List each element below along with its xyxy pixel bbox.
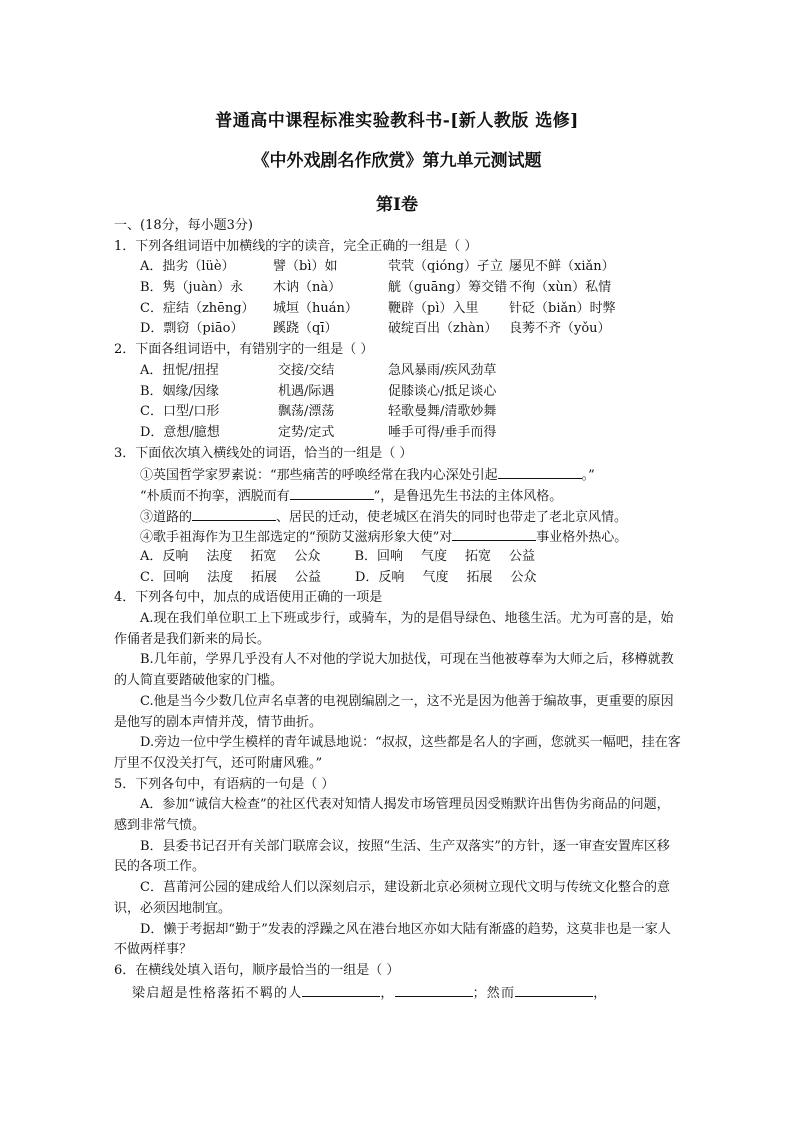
question-4-stem: 4．下列各句中，加点的成语使用正确的一项是 xyxy=(114,590,383,606)
question-1-stem: 1．下列各组词语中加横线的字的读音，完全正确的一组是（ ） xyxy=(114,238,478,254)
fill-blank xyxy=(452,526,536,541)
question-5-option-b: B．县委书记召开有关部门联席会议，按照“生活、生产双落实”的方针，逐一审查安置库区移民的各项工作。 xyxy=(114,838,670,875)
question-1-option-a: A．拙劣（lüè） 譬（bì）如 茕茕（qióng）孑立 屡见不鲜（xiǎn） xyxy=(140,259,615,275)
question-3-sentence-3: ③道路的 、居民的迁动，使老城区在消失的同时也带走了老北京风情。 xyxy=(114,506,682,527)
question-4-option-c: C.他是当今少数几位声名卓著的电视剧编剧之一，这不光是因为他善于编故事，更重要的原因是他写的剧本声情并茂，情节曲折。 xyxy=(114,693,674,730)
question-3-stem: 3．下面依次填入横线处的词语，恰当的一组是（ ） xyxy=(114,445,413,461)
fill-blank xyxy=(515,982,593,997)
document-title: 普通高中课程标准实验教科书-[新人教版 选修] xyxy=(215,111,579,131)
volume-heading: 第Ⅰ卷 xyxy=(376,195,418,215)
question-2-option-a: A．扭怩/扭捏 交接/交结 急风暴雨/疾风劲草 xyxy=(140,362,497,378)
section-heading: 一、(18分，每小题3分) xyxy=(114,218,253,233)
question-body xyxy=(114,216,682,1002)
document-subtitle: 《中外戏剧名作欣赏》第九单元测试题 xyxy=(252,151,542,171)
question-5-option-c: C．菖莆河公园的建成给人们以深刻启示，建设新北京必须树立现代文明与传统文化整合的意识，必须因地制宜。 xyxy=(114,880,670,916)
question-6-stem: 6．在横线处填入语句，顺序最恰当的一组是（ ） xyxy=(114,963,400,978)
question-3-sentence-2: “朴质而不拘挛，洒脱而有 ”，是鲁迅先生书法的主体风格。 xyxy=(114,485,682,506)
question-2-option-b: B．姻缘/因缘 机遇/际遇 促膝谈心/抵足谈心 xyxy=(140,383,497,399)
question-3-options-cd: C．回响 法度 拓展 公益 D．反响 气度 拓展 公众 xyxy=(140,569,537,585)
question-4-option-a: A.现在我们单位职工上下班或步行，或骑车，为的是倡导绿色、地毯生活。尤为可喜的是，始作俑者是我们新来的局长。 xyxy=(114,611,674,647)
question-2-option-d: D．意想/臆想 定势/定式 唾手可得/垂手而得 xyxy=(140,424,497,440)
question-5-option-d: D．懒于考据却“勤于”发表的浮躁之风在港台地区亦如大陆有渐盛的趋势，这莫非也是一家人不做两样事？ xyxy=(114,921,671,958)
question-3-sentence-1: ①英国哲学家罗素说：“那些痛苦的呼唤经常在我内心深处引起 。” xyxy=(114,464,682,485)
question-5-option-a: A．参加“诚信大检查”的社区代表对知情人揭发市场管理员因受贿默许出售伪劣商品的问题，感到非常气愤。 xyxy=(114,797,670,834)
fill-blank xyxy=(290,485,374,500)
question-1-option-b: B．隽（juàn）永 木讷（nà） 觥（guāng）筹交错 不徇（xùn）私情 xyxy=(140,280,612,296)
fill-blank xyxy=(302,982,380,997)
question-6-passage: 梁启超是性格落拓不羁的人 ， ；然而 ， xyxy=(114,982,682,1003)
fill-blank xyxy=(395,982,473,997)
question-4-option-d: D.旁边一位中学生模样的青年诚恳地说：“叔叔，这些都是名人的字画，您就买一幅吧，挂在客厅里不仅没关打气，还可附庸风雅。” xyxy=(114,735,681,771)
question-2-stem: 2．下面各组词语中，有错别字的一组是（ ） xyxy=(114,342,374,358)
question-1-option-c: C．症结（zhēng） 城垣（huán） 鞭辟（pì）入里 针砭（biǎn）时弊 xyxy=(140,300,616,316)
fill-blank xyxy=(192,506,276,521)
fill-blank xyxy=(498,464,582,479)
question-1-option-d: D．剽窃（piāo） 蹊跷（qī） 破绽百出（zhàn） 良莠不齐（yǒu） xyxy=(140,321,611,337)
question-5-stem: 5．下列各句中，有语病的一句是（ ） xyxy=(114,776,335,792)
question-3-sentence-4: ④歌手祖海作为卫生部选定的“预防艾滋病形象大使”对 事业格外热心。 xyxy=(114,526,682,547)
question-3-options-ab: A．反响 法度 拓宽 公众 B．回响 气度 拓宽 公益 xyxy=(140,549,536,564)
question-2-option-c: C．口型/口形 飘荡/漂荡 轻歌曼舞/清歌妙舞 xyxy=(140,404,497,420)
question-4-option-b: B.几年前，学界几乎没有人不对他的学说大加挞伐，可现在当他被尊奉为大师之后，移樽就教的人简直要踏破他家的门槛。 xyxy=(114,652,674,689)
